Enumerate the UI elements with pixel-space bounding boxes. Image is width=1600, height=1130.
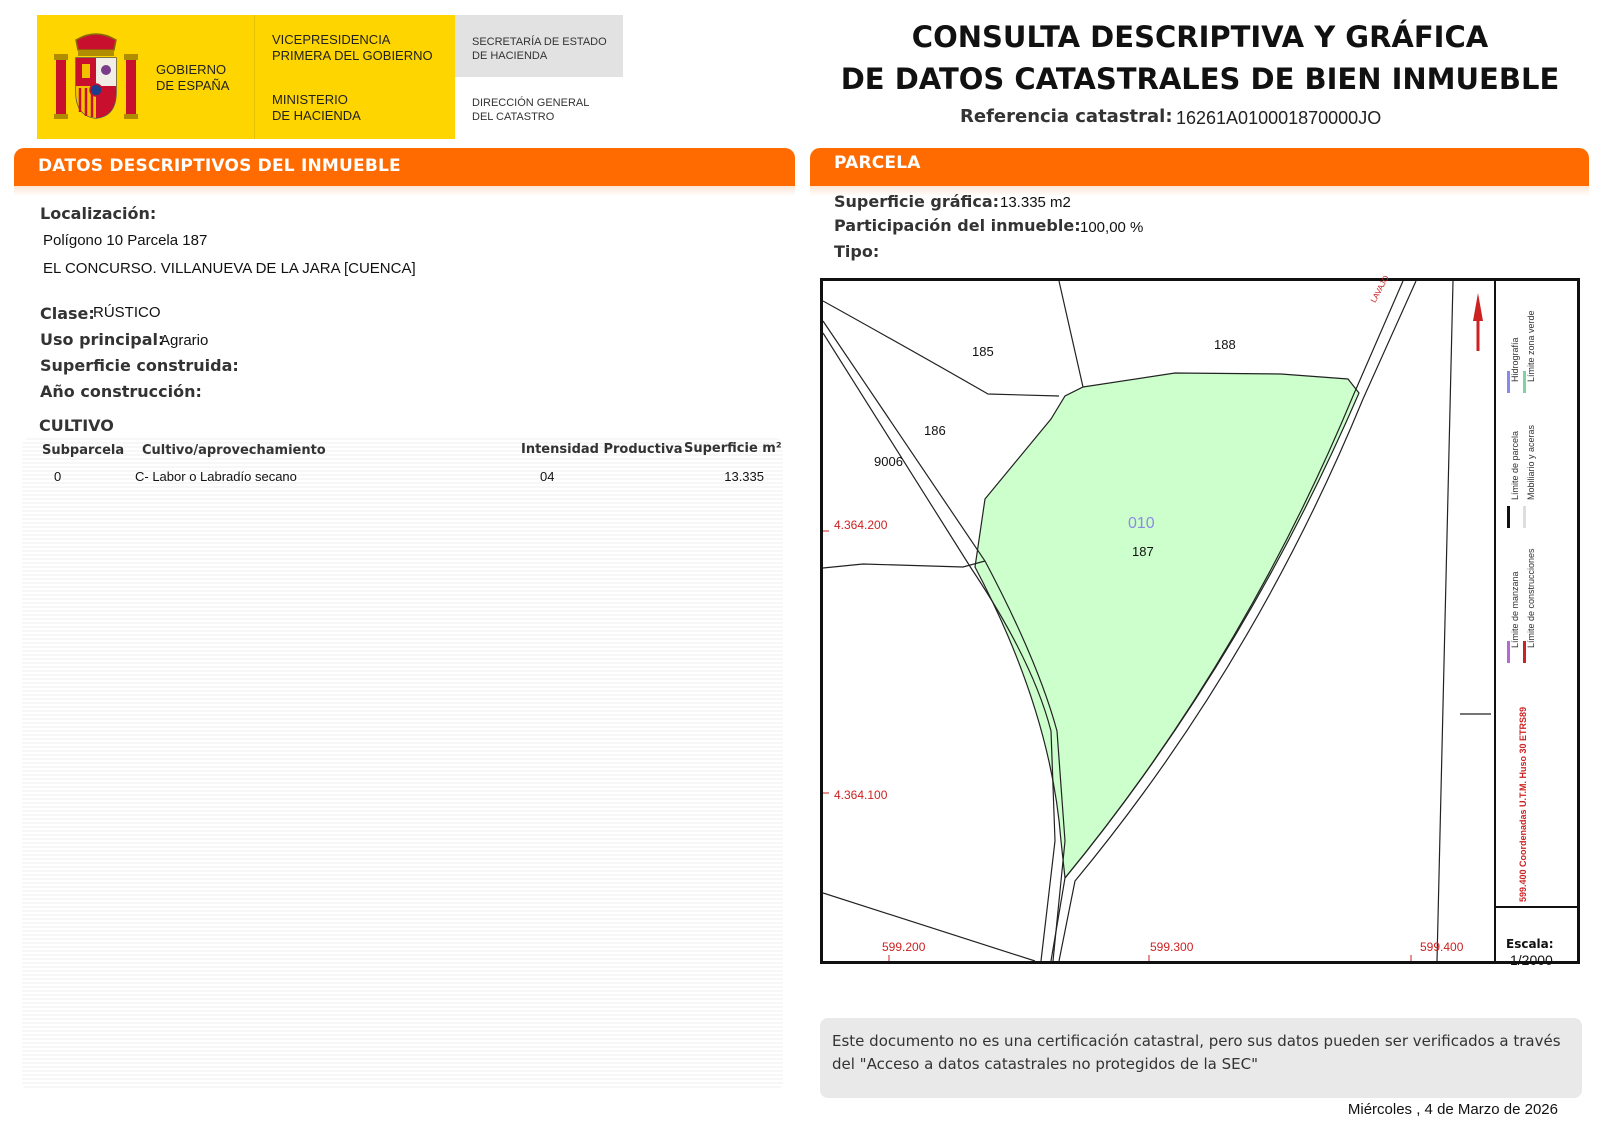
- coord-x-1: 599.200: [882, 940, 926, 954]
- logo-ministerio-text: MINISTERIO DE HACIENDA: [272, 92, 361, 123]
- superficie-grafica-value: 13.335 m2: [1000, 194, 1071, 211]
- anio-construccion-label: Año construcción:: [40, 382, 202, 401]
- map-label-9006: 9006: [874, 454, 903, 469]
- map-label-185: 185: [972, 344, 994, 359]
- uso-principal-value: Agrario: [160, 332, 209, 349]
- coat-of-arms-icon: [52, 30, 140, 122]
- coord-y-2: 4.364.100: [834, 788, 888, 802]
- parcel-187-shape: [975, 373, 1359, 878]
- legend-limite-manzana: Límite de manzana: [1510, 571, 1520, 648]
- tipo-label: Tipo:: [834, 242, 880, 261]
- superficie-grafica-label: Superficie gráfica:: [834, 192, 1000, 211]
- map-drawing: [823, 281, 1577, 961]
- coord-x-3: 599.400: [1420, 940, 1464, 954]
- legend-mobiliario: Mobiliario y aceras: [1526, 424, 1536, 500]
- td-cultivo: C- Labor o Labradío secano: [135, 469, 297, 484]
- legend-construcciones: Límite de construcciones: [1526, 548, 1536, 648]
- th-superficie: Superficie m²: [684, 441, 782, 456]
- cultivo-table: [22, 438, 783, 1090]
- datos-descriptivos-header: [14, 148, 795, 186]
- scale-label: Escala:: [1506, 937, 1554, 951]
- disclaimer-notice: Este documento no es una certificación catastral, pero sus datos pueden ser verificados a través del "Acceso a datos catastrales no protegidos de la SEC": [820, 1018, 1582, 1098]
- document-date: Miércoles , 4 de Marzo de 2026: [1347, 1101, 1558, 1118]
- north-arrow-icon: [1473, 293, 1483, 351]
- map-label-186: 186: [924, 423, 946, 438]
- participacion-label: Participación del inmueble:: [834, 216, 1081, 235]
- clase-label: Clase:: [40, 304, 95, 323]
- logo-direccion-text: DIRECCIÓN GENERAL DEL CATASTRO: [472, 97, 590, 123]
- datos-descriptivos-title: DATOS DESCRIPTIVOS DEL INMUEBLE: [38, 156, 401, 176]
- td-intensidad: 04: [540, 469, 555, 484]
- map-label-188: 188: [1214, 337, 1236, 352]
- parcela-title: PARCELA: [834, 153, 921, 173]
- logo-gobierno-text: GOBIERNO DE ESPAÑA: [156, 62, 230, 93]
- legend-zona-verde: Límite zona verde: [1526, 310, 1536, 382]
- uso-principal-label: Uso principal:: [40, 330, 165, 349]
- map-road-label: LAVAJO: [1369, 273, 1391, 305]
- table-row: [22, 466, 783, 486]
- th-cultivo: Cultivo/aprovechamiento: [142, 443, 326, 458]
- localizacion-line1: Polígono 10 Parcela 187: [43, 232, 208, 249]
- ref-catastral-value: 16261A010001870000JO: [1176, 108, 1382, 128]
- legend-hidrografia: Hidrografía: [1510, 337, 1520, 382]
- superficie-construida-label: Superficie construida:: [40, 356, 239, 375]
- participacion-value: 100,00 %: [1080, 219, 1144, 236]
- cultivo-title: CULTIVO: [39, 416, 114, 435]
- coord-system-label: 599.400 Coordenadas U.T.M. Huso 30 ETRS89: [1518, 706, 1528, 902]
- coord-y-1: 4.364.200: [834, 518, 888, 532]
- legend-limite-parcela: Límite de parcela: [1510, 430, 1520, 500]
- clase-value: RÚSTICO: [93, 304, 161, 321]
- logo-divider: [254, 15, 255, 139]
- logo-vicepresidencia-text: VICEPRESIDENCIA PRIMERA DEL GOBIERNO: [272, 32, 433, 63]
- map-poligono-label: 010: [1128, 515, 1155, 532]
- coord-x-2: 599.300: [1150, 940, 1194, 954]
- scale-value: 1/2000: [1510, 952, 1553, 968]
- page-title: CONSULTA DESCRIPTIVA Y GRÁFICA DE DATOS CATASTRALES DE BIEN INMUEBLE: [840, 20, 1560, 96]
- td-superficie: 13.335: [724, 469, 764, 484]
- section-fade: [14, 186, 795, 196]
- localizacion-label: Localización:: [40, 204, 157, 223]
- td-subparcela: 0: [54, 469, 62, 484]
- th-subparcela: Subparcela: [42, 443, 125, 458]
- parcela-header: [810, 148, 1589, 186]
- ref-catastral-label: Referencia catastral:: [960, 106, 1173, 127]
- localizacion-line2: EL CONCURSO. VILLANUEVA DE LA JARA [CUENCA]: [43, 260, 416, 277]
- th-intensidad: Intensidad Productiva: [521, 442, 683, 457]
- logo-secretaria-text: SECRETARÍA DE ESTADO DE HACIENDA: [472, 36, 607, 62]
- map-label-187: 187: [1132, 544, 1154, 559]
